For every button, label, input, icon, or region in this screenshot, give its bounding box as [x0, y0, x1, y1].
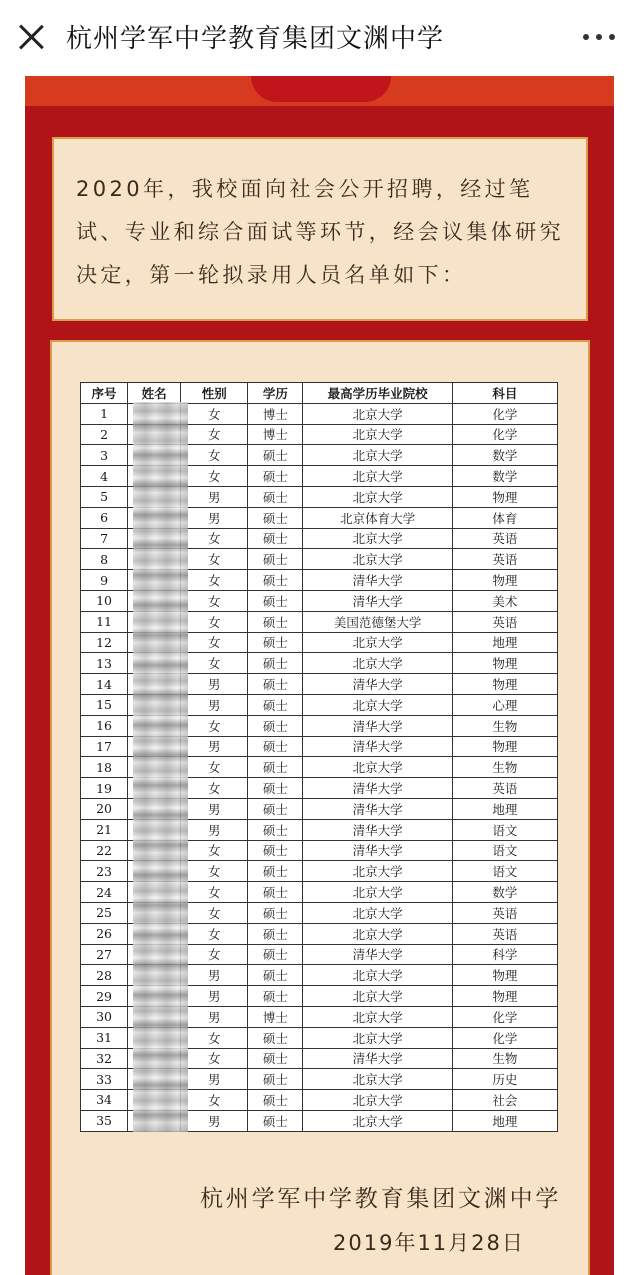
row-subject: 地理	[452, 632, 557, 653]
row-school: 清华大学	[303, 798, 452, 819]
row-school: 清华大学	[303, 570, 452, 591]
row-gender: 女	[181, 840, 248, 861]
row-gender: 女	[181, 902, 248, 923]
row-degree: 硕士	[248, 549, 303, 570]
row-gender: 女	[181, 882, 248, 903]
row-gender: 男	[181, 1110, 248, 1131]
row-gender: 男	[181, 1006, 248, 1027]
row-gender: 男	[181, 736, 248, 757]
row-school: 清华大学	[303, 944, 452, 965]
row-subject: 生物	[452, 1048, 557, 1069]
intro-text: 2020年，我校面向社会公开招聘，经过笔试、专业和综合面试等环节，经会议集体研究决定，第一轮拟录用人员名单如下：	[76, 177, 564, 287]
row-subject: 化学	[452, 403, 557, 424]
row-gender: 女	[181, 570, 248, 591]
row-gender: 女	[181, 632, 248, 653]
row-index: 18	[81, 757, 128, 778]
row-index: 19	[81, 778, 128, 799]
row-subject: 数学	[452, 445, 557, 466]
row-subject: 物理	[452, 486, 557, 507]
row-degree: 硕士	[248, 590, 303, 611]
row-school: 清华大学	[303, 590, 452, 611]
row-gender: 女	[181, 653, 248, 674]
footer-date: 2019年11月28日	[333, 1231, 525, 1255]
row-degree: 硕士	[248, 1027, 303, 1048]
row-school: 清华大学	[303, 840, 452, 861]
row-gender: 女	[181, 715, 248, 736]
row-school: 北京大学	[303, 902, 452, 923]
top-bar	[0, 0, 639, 76]
row-subject: 语文	[452, 861, 557, 882]
row-school: 北京大学	[303, 1090, 452, 1111]
row-degree: 硕士	[248, 611, 303, 632]
row-school: 清华大学	[303, 819, 452, 840]
row-degree: 硕士	[248, 528, 303, 549]
row-subject: 物理	[452, 986, 557, 1007]
row-subject: 英语	[452, 549, 557, 570]
row-degree: 硕士	[248, 944, 303, 965]
row-gender: 女	[181, 549, 248, 570]
row-degree: 硕士	[248, 757, 303, 778]
row-school: 北京体育大学	[303, 507, 452, 528]
row-degree: 硕士	[248, 632, 303, 653]
row-index: 11	[81, 611, 128, 632]
row-school: 北京大学	[303, 528, 452, 549]
row-school: 北京大学	[303, 882, 452, 903]
row-index: 20	[81, 798, 128, 819]
row-index: 33	[81, 1069, 128, 1090]
row-degree: 硕士	[248, 902, 303, 923]
ribbon-decoration	[251, 76, 391, 102]
row-school: 北京大学	[303, 653, 452, 674]
row-gender: 男	[181, 486, 248, 507]
row-degree: 硕士	[248, 882, 303, 903]
row-index: 14	[81, 674, 128, 695]
row-school: 北京大学	[303, 466, 452, 487]
row-gender: 男	[181, 1069, 248, 1090]
row-degree: 硕士	[248, 507, 303, 528]
header-degree: 学历	[248, 383, 303, 404]
row-subject: 化学	[452, 424, 557, 445]
row-degree: 硕士	[248, 778, 303, 799]
row-school: 清华大学	[303, 674, 452, 695]
row-subject: 化学	[452, 1006, 557, 1027]
row-school: 北京大学	[303, 1027, 452, 1048]
row-degree: 硕士	[248, 840, 303, 861]
row-school: 清华大学	[303, 1048, 452, 1069]
row-school: 美国范德堡大学	[303, 611, 452, 632]
row-index: 21	[81, 819, 128, 840]
row-index: 35	[81, 1110, 128, 1131]
row-index: 2	[81, 424, 128, 445]
row-school: 北京大学	[303, 549, 452, 570]
row-index: 5	[81, 486, 128, 507]
row-gender: 女	[181, 1090, 248, 1111]
row-index: 1	[81, 403, 128, 424]
row-index: 25	[81, 902, 128, 923]
row-school: 北京大学	[303, 861, 452, 882]
row-school: 清华大学	[303, 778, 452, 799]
row-degree: 硕士	[248, 653, 303, 674]
row-degree: 硕士	[248, 570, 303, 591]
row-degree: 硕士	[248, 736, 303, 757]
close-icon[interactable]	[18, 24, 44, 50]
row-subject: 英语	[452, 923, 557, 944]
row-gender: 男	[181, 694, 248, 715]
row-degree: 硕士	[248, 798, 303, 819]
row-subject: 心理	[452, 694, 557, 715]
row-degree: 硕士	[248, 923, 303, 944]
redacted-names	[133, 402, 188, 1132]
row-gender: 女	[181, 445, 248, 466]
row-gender: 女	[181, 1027, 248, 1048]
row-school: 北京大学	[303, 757, 452, 778]
row-school: 北京大学	[303, 1110, 452, 1131]
row-degree: 硕士	[248, 965, 303, 986]
row-index: 31	[81, 1027, 128, 1048]
row-gender: 男	[181, 819, 248, 840]
row-gender: 女	[181, 1048, 248, 1069]
row-gender: 女	[181, 778, 248, 799]
row-degree: 硕士	[248, 1090, 303, 1111]
row-school: 北京大学	[303, 923, 452, 944]
row-degree: 硕士	[248, 861, 303, 882]
row-subject: 物理	[452, 653, 557, 674]
more-icon[interactable]	[583, 34, 617, 42]
row-gender: 男	[181, 965, 248, 986]
header-subject: 科目	[452, 383, 557, 404]
row-index: 23	[81, 861, 128, 882]
row-subject: 物理	[452, 965, 557, 986]
row-degree: 硕士	[248, 694, 303, 715]
row-subject: 物理	[452, 736, 557, 757]
row-degree: 硕士	[248, 466, 303, 487]
header-gender: 性别	[181, 383, 248, 404]
row-subject: 数学	[452, 882, 557, 903]
row-degree: 硕士	[248, 445, 303, 466]
row-index: 13	[81, 653, 128, 674]
row-index: 17	[81, 736, 128, 757]
row-gender: 女	[181, 923, 248, 944]
row-index: 29	[81, 986, 128, 1007]
row-subject: 生物	[452, 757, 557, 778]
row-subject: 英语	[452, 902, 557, 923]
row-gender: 男	[181, 798, 248, 819]
row-index: 22	[81, 840, 128, 861]
row-school: 清华大学	[303, 736, 452, 757]
row-degree: 硕士	[248, 486, 303, 507]
row-gender: 女	[181, 944, 248, 965]
row-gender: 女	[181, 424, 248, 445]
row-subject: 地理	[452, 1110, 557, 1131]
row-index: 15	[81, 694, 128, 715]
table-header-row	[81, 383, 558, 404]
row-subject: 英语	[452, 528, 557, 549]
row-gender: 女	[181, 528, 248, 549]
row-subject: 体育	[452, 507, 557, 528]
row-school: 北京大学	[303, 965, 452, 986]
row-index: 24	[81, 882, 128, 903]
row-subject: 生物	[452, 715, 557, 736]
row-index: 10	[81, 590, 128, 611]
row-subject: 地理	[452, 798, 557, 819]
row-gender: 女	[181, 757, 248, 778]
page-title: 杭州学军中学教育集团文渊中学	[66, 24, 445, 54]
row-gender: 女	[181, 590, 248, 611]
row-index: 4	[81, 466, 128, 487]
row-school: 北京大学	[303, 694, 452, 715]
row-school: 北京大学	[303, 424, 452, 445]
row-degree: 硕士	[248, 1110, 303, 1131]
row-index: 28	[81, 965, 128, 986]
row-school: 清华大学	[303, 715, 452, 736]
row-subject: 英语	[452, 611, 557, 632]
row-subject: 语文	[452, 840, 557, 861]
row-subject: 物理	[452, 570, 557, 591]
row-school: 北京大学	[303, 632, 452, 653]
row-subject: 英语	[452, 778, 557, 799]
row-subject: 数学	[452, 466, 557, 487]
row-index: 32	[81, 1048, 128, 1069]
row-gender: 男	[181, 507, 248, 528]
row-degree: 硕士	[248, 715, 303, 736]
row-gender: 女	[181, 611, 248, 632]
header-name: 姓名	[128, 383, 181, 404]
row-index: 3	[81, 445, 128, 466]
row-subject: 科学	[452, 944, 557, 965]
footer-school: 杭州学军中学教育集团文渊中学	[200, 1186, 562, 1212]
row-index: 8	[81, 549, 128, 570]
row-subject: 社会	[452, 1090, 557, 1111]
header-school: 最高学历毕业院校	[303, 383, 452, 404]
row-index: 7	[81, 528, 128, 549]
row-degree: 博士	[248, 403, 303, 424]
row-index: 27	[81, 944, 128, 965]
row-school: 北京大学	[303, 1069, 452, 1090]
row-index: 34	[81, 1090, 128, 1111]
row-gender: 女	[181, 403, 248, 424]
row-gender: 男	[181, 986, 248, 1007]
row-gender: 女	[181, 466, 248, 487]
row-index: 6	[81, 507, 128, 528]
row-index: 12	[81, 632, 128, 653]
row-gender: 男	[181, 674, 248, 695]
row-degree: 硕士	[248, 674, 303, 695]
header-index: 序号	[81, 383, 128, 404]
row-index: 30	[81, 1006, 128, 1027]
row-subject: 美术	[452, 590, 557, 611]
row-school: 北京大学	[303, 986, 452, 1007]
row-subject: 历史	[452, 1069, 557, 1090]
row-gender: 女	[181, 861, 248, 882]
row-subject: 物理	[452, 674, 557, 695]
row-school: 北京大学	[303, 486, 452, 507]
row-degree: 硕士	[248, 1069, 303, 1090]
row-subject: 化学	[452, 1027, 557, 1048]
row-degree: 硕士	[248, 986, 303, 1007]
row-school: 北京大学	[303, 445, 452, 466]
row-degree: 博士	[248, 424, 303, 445]
row-index: 26	[81, 923, 128, 944]
row-degree: 博士	[248, 1006, 303, 1027]
row-school: 北京大学	[303, 403, 452, 424]
row-degree: 硕士	[248, 1048, 303, 1069]
row-degree: 硕士	[248, 819, 303, 840]
row-school: 北京大学	[303, 1006, 452, 1027]
row-index: 9	[81, 570, 128, 591]
row-index: 16	[81, 715, 128, 736]
row-subject: 语文	[452, 819, 557, 840]
